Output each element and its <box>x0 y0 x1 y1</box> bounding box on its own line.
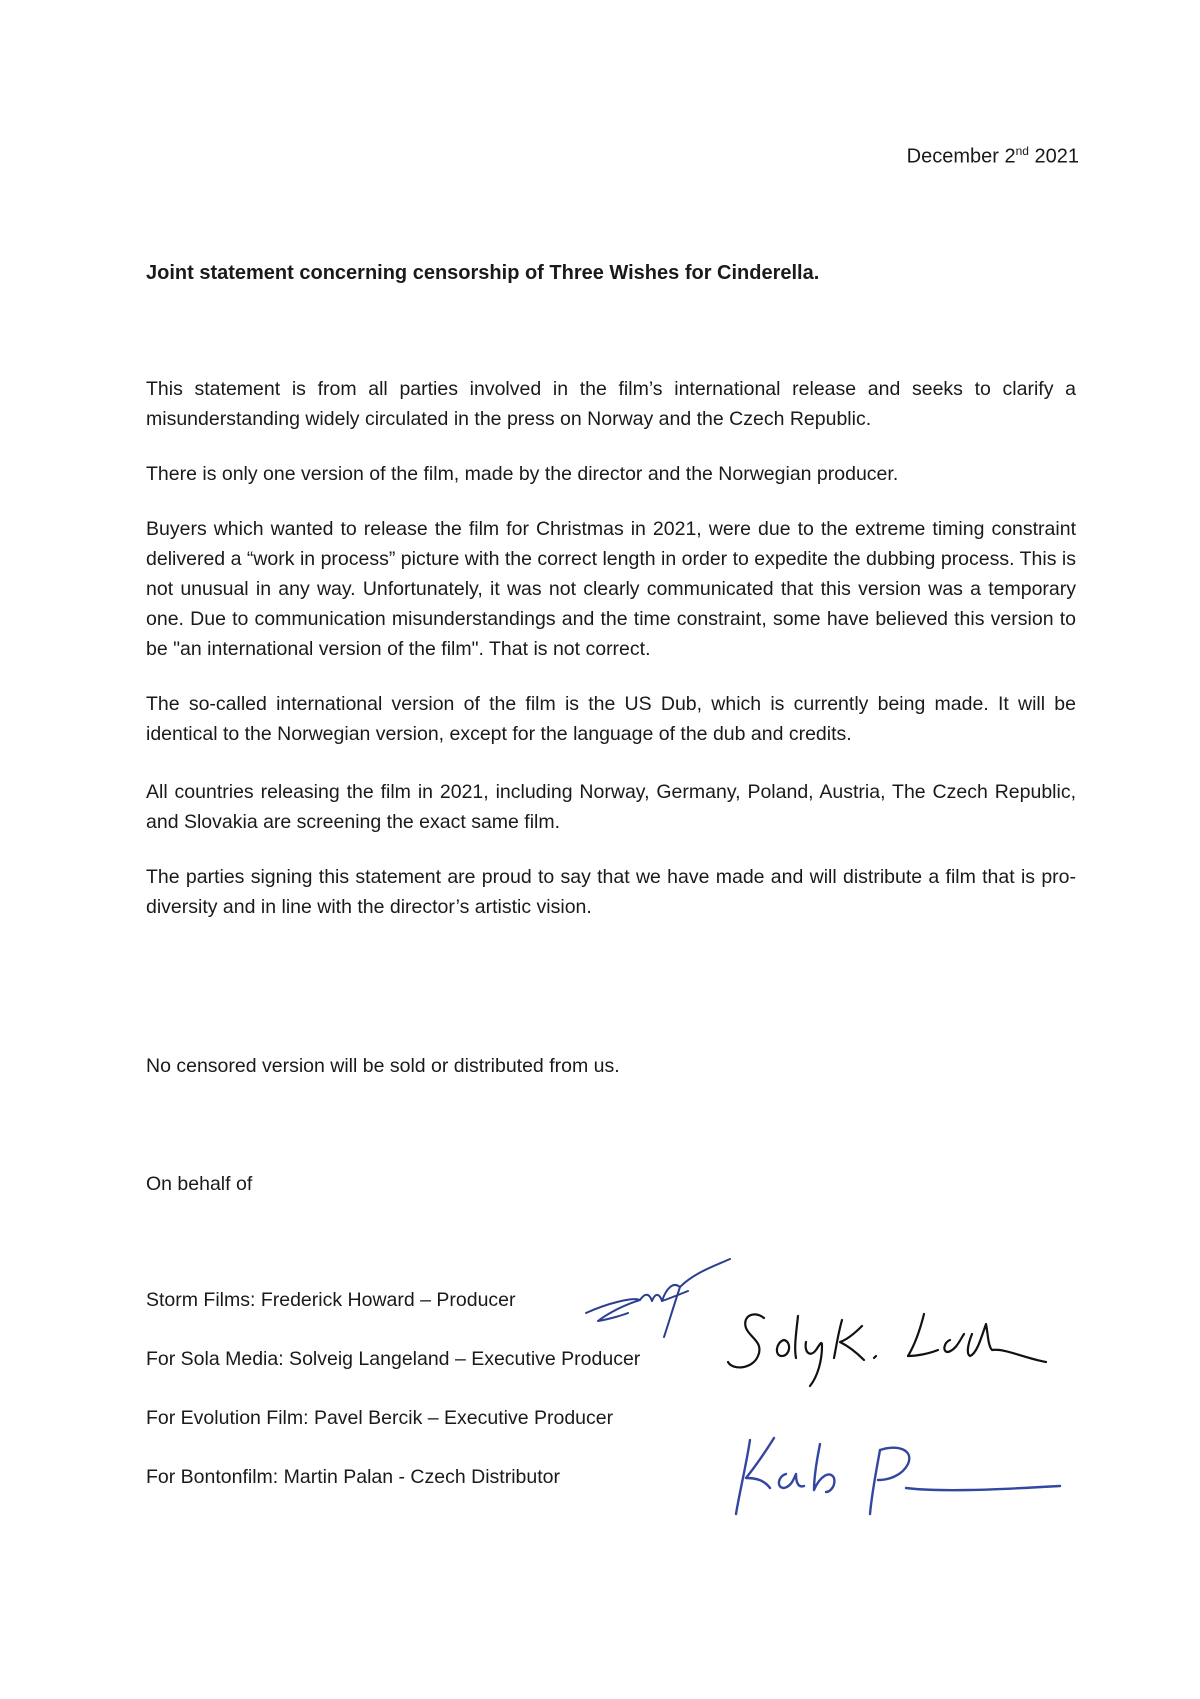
paragraph: This statement is from all parties involved in the film’s international release and seeks to clarify a misunderstanding widely circulated in the press on Norway and the Czech Republic. <box>146 378 1076 430</box>
paragraph: The parties signing this statement are proud to say that we have made and will distribute a film that is pro-diversity and in line with the director’s artistic vision. <box>146 866 1076 918</box>
date-suffix: nd <box>1015 144 1029 158</box>
closing-statement: No censored version will be sold or distributed from us. <box>146 1055 620 1077</box>
signature-stroke <box>728 1314 1046 1386</box>
date-main: December 2 <box>906 145 1016 168</box>
signatory-line: For Bontonfilm: Martin Palan - Czech Distributor <box>146 1466 560 1488</box>
paragraph: Buyers which wanted to release the film for Christmas in 2021, were due to the extreme timing constraint delivered a “work in process” picture with the correct length in order to expedite the dubbing process. This is not unusual in any way. Unfortunately, it was not clearly communicated that this version was a temporary one. Due to communication misunderstandings and the time constraint, some have believed this version to be "an international version of the film". That is not correct. <box>146 518 1076 660</box>
signature-solveig-langeland <box>724 1300 1054 1390</box>
date-year: 2021 <box>1028 145 1079 168</box>
paragraph: There is only one version of the film, made by the director and the Norwegian producer. <box>146 463 899 485</box>
signature-stroke <box>586 1259 730 1337</box>
signature-stroke <box>736 1438 1060 1514</box>
signatory-line: Storm Films: Frederick Howard – Producer <box>146 1289 516 1311</box>
signatory-line: For Sola Media: Solveig Langeland – Executive Producer <box>146 1348 641 1370</box>
signature-martin-palan <box>730 1430 1090 1520</box>
on-behalf-label: On behalf of <box>146 1173 253 1195</box>
letter-date <box>800 144 1079 169</box>
paragraph: The so-called international version of the film is the US Dub, which is currently being made. It will be identical to the Norwegian version, except for the language of the dub and credits. <box>146 693 1076 745</box>
letter-title: Joint statement concerning censorship of Three Wishes for Cinderella. <box>146 262 820 284</box>
signatory-list <box>146 1289 640 1525</box>
letter-body <box>146 374 1076 947</box>
signatory-line: For Evolution Film: Pavel Bercik – Executive Producer <box>146 1407 614 1429</box>
signature-frederick-howard <box>578 1255 748 1345</box>
paragraph: All countries releasing the film in 2021, including Norway, Germany, Poland, Austria, The Czech Republic, and Slovakia are screening the exact same film. <box>146 781 1076 833</box>
